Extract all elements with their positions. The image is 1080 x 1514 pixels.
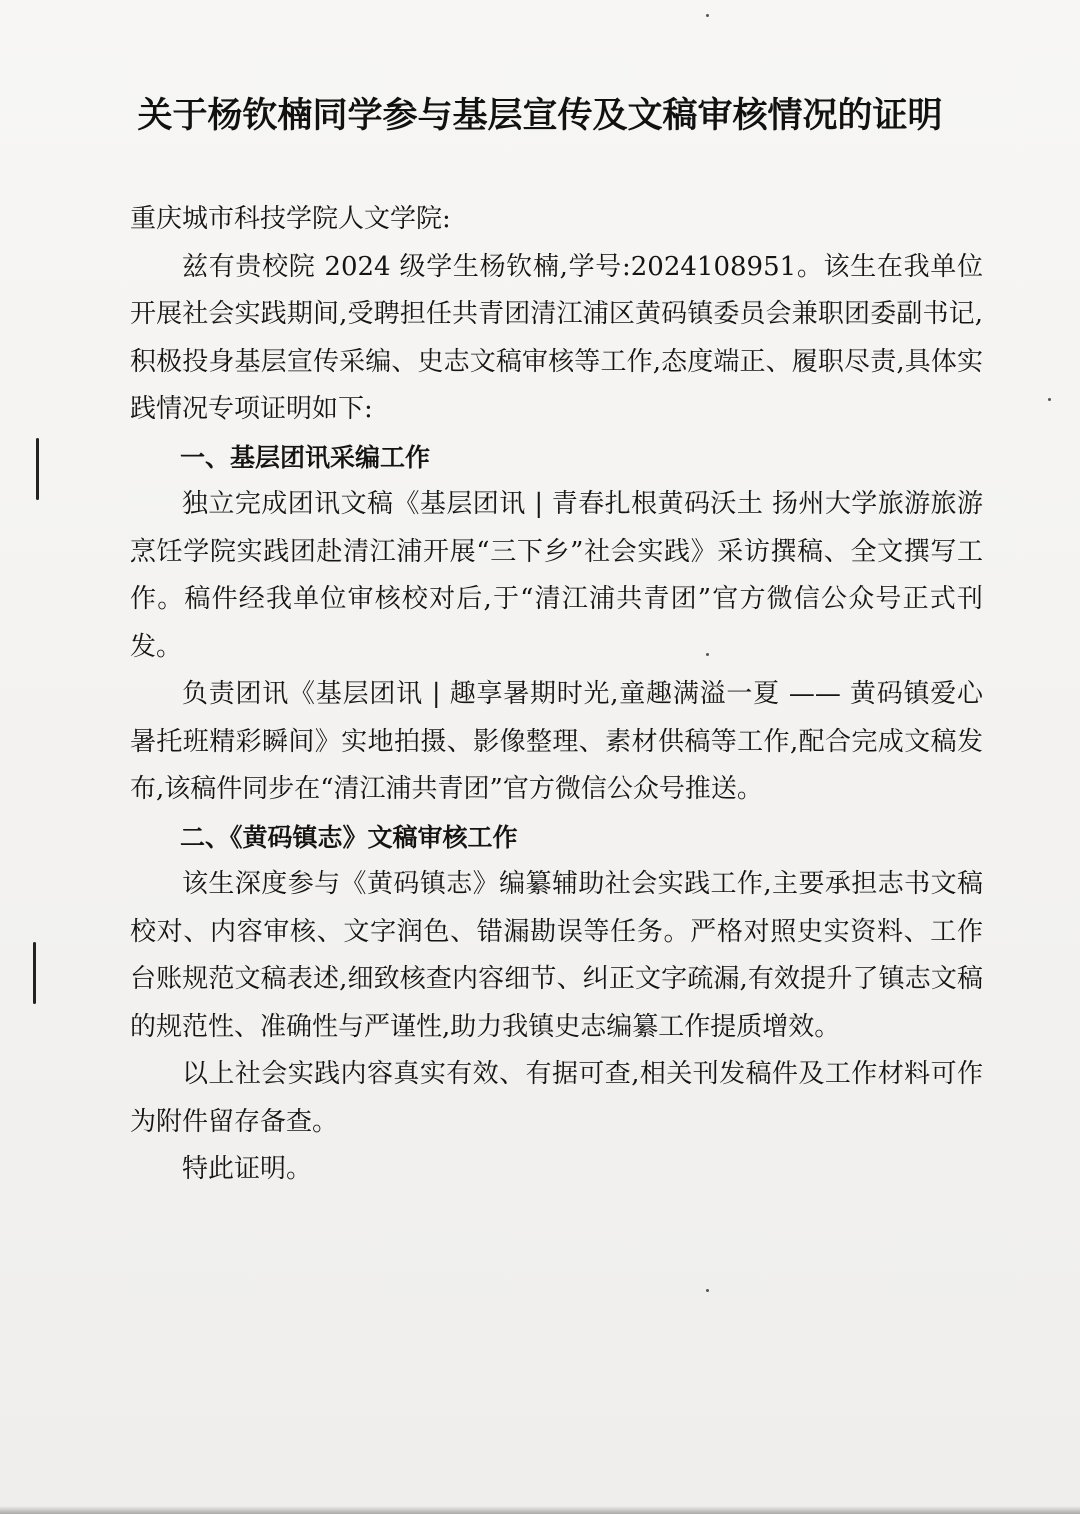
section-1-paragraph-1: 独立完成团讯文稿《基层团讯 | 青春扎根黄码沃土 扬州大学旅游旅游烹饪学院实践团赴清江浦开展“三下乡”社会实践》采访撰稿、全文撰写工作。稿件经我单位审核校对后,于“清江浦共青团”官方微信公众号正式刊发。	[130, 489, 983, 662]
closing-paragraph: 以上社会实践内容真实有效、有据可查,相关刊发稿件及工作材料可作为附件留存备查。	[130, 1059, 983, 1137]
document-title: 关于杨钦楠同学参与基层宣传及文稿审核情况的证明	[137, 95, 943, 136]
section-2-heading: 二、《黄码镇志》文稿审核工作	[180, 822, 518, 852]
closing-statement: 特此证明。	[182, 1154, 313, 1184]
scan-speck	[1048, 398, 1051, 401]
salutation: 重庆城市科技学院人文学院:	[130, 204, 451, 234]
margin-mark-upper	[36, 438, 39, 500]
section-2-paragraph-1: 该生深度参与《黄码镇志》编纂辅助社会实践工作,主要承担志书文稿校对、内容审核、文字润色、错漏勘误等任务。严格对照史实资料、工作台账规范文稿表述,细致核查内容细节、纠正文字疏漏,有效提升了镇志文稿的规范性、准确性与严谨性,助力我镇史志编纂工作提质增效。	[130, 869, 983, 1042]
section-1-heading: 一、基层团讯采编工作	[180, 442, 431, 472]
scan-bottom-edge	[0, 1506, 1080, 1514]
scan-speck	[706, 653, 709, 656]
scan-speck	[706, 1289, 709, 1292]
margin-mark-lower	[33, 942, 36, 1004]
section-1-paragraph-2: 负责团讯《基层团讯 | 趣享暑期时光,童趣满溢一夏 —— 黄码镇爱心暑托班精彩瞬间》实地拍摄、影像整理、素材供稿等工作,配合完成文稿发布,该稿件同步在“清江浦共青团”官方微信公众号推送。	[130, 679, 983, 804]
document-body	[130, 196, 983, 1194]
scan-speck	[706, 14, 709, 17]
intro-paragraph: 兹有贵校院 2024 级学生杨钦楠,学号:2024108951。该生在我单位开展社会实践期间,受聘担任共青团清江浦区黄码镇委员会兼职团委副书记,积极投身基层宣传采编、史志文稿审核等工作,态度端正、履职尽责,具体实践情况专项证明如下:	[130, 251, 983, 424]
